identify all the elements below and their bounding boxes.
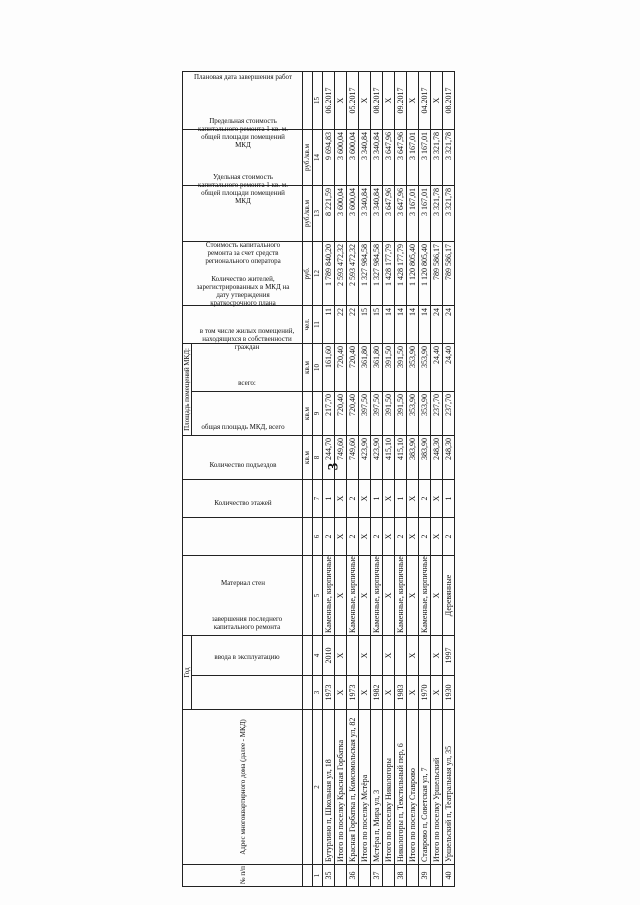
row-floors: 2: [395, 517, 407, 555]
row-entrances: X: [335, 479, 347, 517]
column-index: 9: [313, 391, 323, 435]
page-number: 3: [325, 462, 342, 471]
row-cost: 1 789 840,20: [323, 241, 335, 305]
header-year-group: Год: [183, 635, 192, 709]
row-private-area: 353,90: [419, 343, 431, 391]
table-row: [443, 71, 455, 886]
row-date: 04.2017: [419, 71, 431, 129]
row-entrances: X: [407, 479, 419, 517]
row-total-area: 248,30: [431, 435, 443, 479]
row-premises-area: 391,50: [383, 391, 395, 435]
row-year-built: X: [335, 676, 347, 710]
row-walls: X: [431, 555, 443, 635]
row-year-repair: [347, 635, 359, 675]
row-premises-area: 237,70: [443, 391, 455, 435]
row-max-cost: 3 647,96: [395, 129, 407, 185]
row-floors: 2: [419, 517, 431, 555]
row-residents: 24: [431, 305, 443, 343]
header-address: Адрес многоквартирного дома (далее - МКД): [183, 710, 303, 865]
row-total-area: 248,30: [443, 435, 455, 479]
row-max-cost: 3 340,84: [371, 129, 383, 185]
rotated-table-sheet: [182, 72, 472, 887]
row-total-area: 415,10: [395, 435, 407, 479]
row-year-repair: 1997: [443, 635, 455, 675]
row-unit-cost: 3 321,78: [431, 185, 443, 241]
row-walls: Деревянные: [443, 555, 455, 635]
column-index: 13: [313, 185, 323, 241]
row-total-area: 383,90: [419, 435, 431, 479]
row-unit-cost: 3 167,01: [419, 185, 431, 241]
row-number: 35: [323, 865, 335, 887]
row-number: 36: [347, 865, 359, 887]
row-date: 08.2017: [443, 71, 455, 129]
row-total-area: 749,60: [335, 435, 347, 479]
row-private-area: 161,60: [323, 343, 335, 391]
row-entrances: X: [383, 479, 395, 517]
column-index: 8: [313, 435, 323, 479]
row-max-cost: 3 340,84: [359, 129, 371, 185]
row-date: X: [335, 71, 347, 129]
row-premises-area: 353,90: [419, 391, 431, 435]
row-year-repair: 2010: [323, 635, 335, 675]
row-year-repair: X: [383, 635, 395, 675]
row-number: [407, 865, 419, 887]
header-row: [183, 71, 192, 886]
row-walls: Каменные, кирпичные: [323, 555, 335, 635]
row-unit-cost: 3 167,01: [407, 185, 419, 241]
capital-repair-table: [182, 71, 455, 887]
row-number: [431, 865, 443, 887]
row-total-area: 749,60: [347, 435, 359, 479]
row-unit-cost: 3 600,04: [347, 185, 359, 241]
column-index: 7: [313, 479, 323, 517]
subtotal-row: [407, 71, 419, 886]
row-year-repair: X: [335, 635, 347, 675]
table-row: [419, 71, 431, 886]
row-walls: Каменные, кирпичные: [371, 555, 383, 635]
row-entrances: 1: [395, 479, 407, 517]
header-walls: Материал стен: [183, 555, 303, 635]
row-date: 05.2017: [347, 71, 359, 129]
row-private-area: 353,90: [407, 343, 419, 391]
row-entrances: 1: [323, 479, 335, 517]
row-entrances: X: [359, 479, 371, 517]
row-cost: 1 327 984,58: [371, 241, 383, 305]
row-year-repair: X: [359, 635, 371, 675]
table-row: [323, 71, 335, 886]
unit-rub-per-m-1: руб./кв.м: [303, 185, 313, 241]
row-address: Уршельский п, Театральная ул, 35: [443, 710, 455, 865]
row-floors: X: [383, 517, 395, 555]
header-premises-group: Площадь помещений МКД:: [183, 343, 192, 435]
header-total-area: общая площадь МКД, всего: [183, 435, 303, 479]
row-address: Бутурлино п, Школьная ул, 18: [323, 710, 335, 865]
row-address: Ставрово п, Советская ул, 7: [419, 710, 431, 865]
row-floors: 2: [347, 517, 359, 555]
row-residents: 15: [359, 305, 371, 343]
row-entrances: 1: [371, 479, 383, 517]
row-year-built: 1970: [419, 676, 431, 710]
header-year-built: ввода в эксплуатацию: [192, 676, 303, 710]
row-cost: 1 120 805,40: [419, 241, 431, 305]
row-walls: X: [407, 555, 419, 635]
row-entrances: 2: [419, 479, 431, 517]
row-date: 08.2017: [371, 71, 383, 129]
row-total-area: 423,90: [371, 435, 383, 479]
row-date: X: [383, 71, 395, 129]
row-date: 06.2017: [323, 71, 335, 129]
row-walls: X: [359, 555, 371, 635]
row-address: Итого по поселку Мстёра: [359, 710, 371, 865]
row-premises-area: 237,70: [431, 391, 443, 435]
header-premises-total: всего:: [192, 391, 303, 435]
row-residents: 15: [371, 305, 383, 343]
unit-rub-per-m-2: руб./кв.м: [303, 129, 313, 185]
unit-area-premises: кв.м: [303, 391, 313, 435]
unit-area-total: кв.м: [303, 435, 313, 479]
row-year-repair: X: [431, 635, 443, 675]
subtotal-row: [383, 71, 395, 886]
row-year-built: X: [431, 676, 443, 710]
row-unit-cost: 3 647,96: [383, 185, 395, 241]
row-number: 39: [419, 865, 431, 887]
column-index: 3: [313, 676, 323, 710]
header-cost: Стоимость капитального ремонта за счет средств регионального оператора: [183, 241, 303, 305]
column-index: 14: [313, 129, 323, 185]
row-year-built: 1973: [347, 676, 359, 710]
row-max-cost: 3 600,04: [335, 129, 347, 185]
row-private-area: 361,80: [359, 343, 371, 391]
row-residents: 22: [347, 305, 359, 343]
row-total-area: 244,70: [323, 435, 335, 479]
row-year-built: 1983: [395, 676, 407, 710]
row-private-area: 361,80: [371, 343, 383, 391]
row-date: X: [407, 71, 419, 129]
unit-people: чел.: [303, 305, 313, 343]
subtotal-row: [431, 71, 443, 886]
subtotal-row: [335, 71, 347, 886]
header-year-repair: завершения последнего капитального ремонта: [192, 635, 303, 675]
subtotal-row: [359, 71, 371, 886]
row-private-area: 391,50: [395, 343, 407, 391]
row-unit-cost: 3 340,84: [359, 185, 371, 241]
column-index: 10: [313, 343, 323, 391]
row-residents: 11: [323, 305, 335, 343]
column-index: 1: [313, 865, 323, 887]
row-walls: X: [383, 555, 395, 635]
row-max-cost: 3 321,78: [431, 129, 443, 185]
row-address: Никологоры п, Текстильный пер, 6: [395, 710, 407, 865]
row-number: 37: [371, 865, 383, 887]
row-floors: X: [359, 517, 371, 555]
row-year-repair: X: [407, 635, 419, 675]
row-unit-cost: 3 647,96: [395, 185, 407, 241]
row-unit-cost: 3 340,84: [371, 185, 383, 241]
row-address: Красная Горбатка п, Комсомольская ул, 82: [347, 710, 359, 865]
row-private-area: 391,50: [383, 343, 395, 391]
header-floors: Количество этажей: [183, 517, 303, 555]
row-floors: 2: [323, 517, 335, 555]
row-address: Мстёра п, Мира ул, 3: [371, 710, 383, 865]
header-entrances: Количество подъездов: [183, 479, 303, 517]
row-residents: 14: [419, 305, 431, 343]
row-max-cost: 3 321,78: [443, 129, 455, 185]
column-index: 6: [313, 517, 323, 555]
row-premises-area: 353,90: [407, 391, 419, 435]
row-private-area: 24,40: [431, 343, 443, 391]
unit-area-private: кв.м: [303, 343, 313, 391]
row-private-area: 720,40: [335, 343, 347, 391]
table-row: [347, 71, 359, 886]
row-total-area: 383,90: [407, 435, 419, 479]
row-year-repair: [419, 635, 431, 675]
row-max-cost: 3 647,96: [383, 129, 395, 185]
row-premises-area: 397,50: [359, 391, 371, 435]
column-index: 12: [313, 241, 323, 305]
column-index: 15: [313, 71, 323, 129]
row-walls: X: [335, 555, 347, 635]
table-row: [395, 71, 407, 886]
row-max-cost: 3 167,01: [407, 129, 419, 185]
row-cost: 2 593 472,32: [347, 241, 359, 305]
row-unit-cost: 3 321,78: [443, 185, 455, 241]
row-floors: X: [335, 517, 347, 555]
row-floors: 2: [443, 517, 455, 555]
row-number: [383, 865, 395, 887]
row-number: 40: [443, 865, 455, 887]
row-date: 09.2017: [395, 71, 407, 129]
table-body: [323, 71, 455, 886]
row-number: 38: [395, 865, 407, 887]
column-index: 5: [313, 555, 323, 635]
row-residents: 24: [443, 305, 455, 343]
row-premises-area: 391,50: [395, 391, 407, 435]
row-premises-area: 720,40: [335, 391, 347, 435]
row-max-cost: 3 167,01: [419, 129, 431, 185]
row-address: Итого по поселку Уршельский: [431, 710, 443, 865]
row-address: Итого по поселку Красная Горбатка: [335, 710, 347, 865]
header-max-cost: Предельная стоимость капитального ремонта 1 кв. м. общей площади помещений МКД: [183, 129, 303, 185]
row-residents: 14: [395, 305, 407, 343]
row-cost: 1 327 984,58: [359, 241, 371, 305]
row-entrances: X: [431, 479, 443, 517]
row-floors: X: [407, 517, 419, 555]
column-index: 4: [313, 635, 323, 675]
row-total-area: 415,10: [383, 435, 395, 479]
row-entrances: 1: [443, 479, 455, 517]
row-cost: 2 593 472,32: [335, 241, 347, 305]
row-unit-cost: 8 221,59: [323, 185, 335, 241]
row-premises-area: 720,40: [347, 391, 359, 435]
header-residents: Количество жителей, зарегистрированных в МКД на дату утверждения краткосрочного плана: [183, 305, 303, 343]
row-address: Итого по поселку Ставрово: [407, 710, 419, 865]
table-row: [371, 71, 383, 886]
row-residents: 22: [335, 305, 347, 343]
row-cost: 789 586,17: [443, 241, 455, 305]
row-floors: X: [431, 517, 443, 555]
row-premises-area: 217,70: [323, 391, 335, 435]
row-year-repair: [395, 635, 407, 675]
row-private-area: 24,40: [443, 343, 455, 391]
row-max-cost: 3 600,04: [347, 129, 359, 185]
row-cost: 789 586,17: [431, 241, 443, 305]
row-year-built: 1930: [443, 676, 455, 710]
row-cost: 1 428 177,79: [383, 241, 395, 305]
row-residents: 14: [407, 305, 419, 343]
row-premises-area: 397,50: [371, 391, 383, 435]
row-number: [359, 865, 371, 887]
row-cost: 1 428 177,79: [395, 241, 407, 305]
row-address: Итого по поселку Никологоры: [383, 710, 395, 865]
header-date: Плановая дата завершения работ: [183, 71, 303, 129]
row-year-built: X: [383, 676, 395, 710]
row-year-built: 1973: [323, 676, 335, 710]
row-walls: Каменные, кирпичные: [419, 555, 431, 635]
column-index: 2: [313, 710, 323, 865]
row-date: X: [431, 71, 443, 129]
row-year-repair: [371, 635, 383, 675]
column-index: 11: [313, 305, 323, 343]
unit-rub: руб.: [303, 241, 313, 305]
row-max-cost: 9 694,83: [323, 129, 335, 185]
row-number: [335, 865, 347, 887]
header-num: № п/п: [183, 865, 303, 887]
row-residents: 14: [383, 305, 395, 343]
row-cost: 1 120 805,40: [407, 241, 419, 305]
row-walls: Каменные, кирпичные: [395, 555, 407, 635]
row-entrances: 2: [347, 479, 359, 517]
row-year-built: X: [359, 676, 371, 710]
row-private-area: 720,40: [347, 343, 359, 391]
header-premises-private: в том числе жилых помещений, находящихся в собственности граждан: [192, 343, 303, 391]
row-floors: 2: [371, 517, 383, 555]
row-walls: Каменные, кирпичные: [347, 555, 359, 635]
row-date: X: [359, 71, 371, 129]
row-year-built: 1982: [371, 676, 383, 710]
row-year-built: X: [407, 676, 419, 710]
row-total-area: 423,90: [359, 435, 371, 479]
column-index-row: [313, 71, 323, 886]
header-unit-cost: Удельная стоимость капитального ремонта 1 кв. м. общей площади помещений МКД: [183, 185, 303, 241]
row-unit-cost: 3 600,04: [335, 185, 347, 241]
units-row: [303, 71, 313, 886]
